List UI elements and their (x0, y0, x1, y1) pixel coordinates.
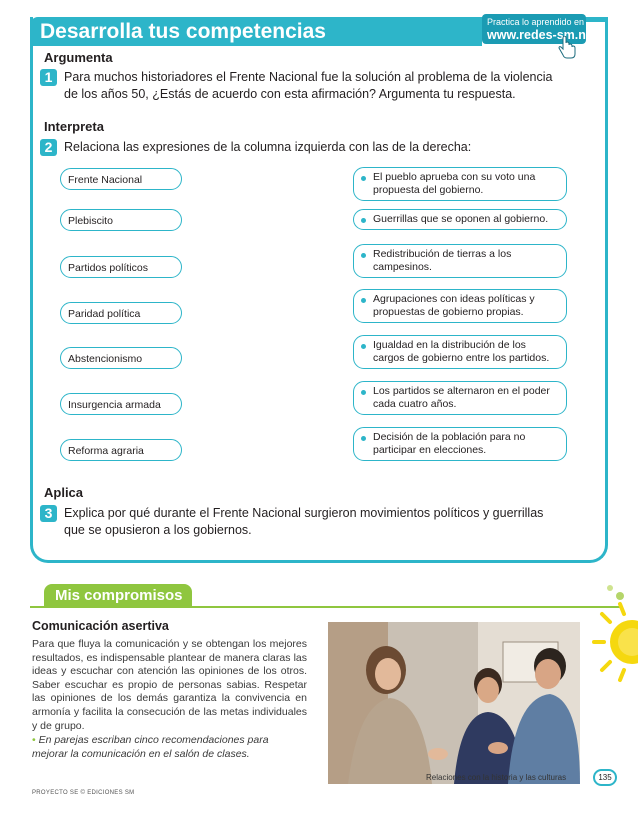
bullet-dot (361, 344, 366, 349)
page-number: 135 (593, 769, 617, 786)
left-term: Plebiscito (60, 209, 182, 231)
footer-publisher: PROYECTO SE © EDICIONES SM (32, 790, 135, 796)
footer-section-title: Relaciones con la historia y las culturas (426, 773, 567, 782)
definition-text: El pueblo aprueba con su voto una propuesta del gobierno. (373, 171, 536, 196)
compromisos-title: Mis compromisos (55, 587, 183, 604)
left-term: Insurgencia armada (60, 393, 182, 415)
right-definition (353, 427, 567, 461)
task-bullet-icon: • (32, 734, 39, 746)
task-text: En parejas escriban cinco recomendaciones para mejorar la comunicación en el salón de clases. (32, 734, 269, 760)
left-term: Partidos políticos (60, 256, 182, 278)
left-term: Frente Nacional (60, 168, 182, 190)
question-number-1: 1 (40, 69, 57, 86)
left-term: Paridad política (60, 302, 182, 324)
bullet-dot (361, 436, 366, 441)
question-number-2: 2 (40, 139, 57, 156)
right-definition (353, 289, 567, 323)
sun-decoration-icon (580, 582, 638, 692)
question-1-text: Para muchos historiadores el Frente Nacional fue la solución al problema de la violencia de los años 50, ¿Estás de acuerdo con esta afirmación? Argumenta tu respuesta. (64, 70, 553, 101)
page-title: Desarrolla tus competencias (40, 20, 326, 43)
right-definition (353, 209, 567, 230)
compromisos-subtitle: Comunicación asertiva (32, 619, 169, 633)
pointer-hand-icon (556, 36, 576, 60)
bullet-dot (361, 218, 366, 223)
section-interpreta-label: Interpreta (44, 119, 104, 134)
family-conversation-photo (328, 622, 580, 784)
practice-url[interactable]: www.redes-sm.net (487, 28, 597, 42)
question-3-text: Explica por qué durante el Frente Nacional surgieron movimientos políticos y guerrillas que se opusieron a los gobiernos. (64, 506, 544, 537)
bullet-dot (361, 176, 366, 181)
definition-text: Agrupaciones con ideas políticas y propuestas de gobierno propias. (373, 293, 535, 318)
bullet-dot (361, 298, 366, 303)
definition-text: Decisión de la población para no participar en elecciones. (373, 431, 526, 456)
definition-text: Los partidos se alternaron en el poder cada cuatro años. (373, 385, 550, 410)
right-definition (353, 244, 567, 278)
definition-text: Guerrillas que se oponen al gobierno. (373, 213, 549, 225)
compromisos-task (32, 734, 307, 761)
left-term: Reforma agraria (60, 439, 182, 461)
definition-text: Igualdad en la distribución de los cargos de gobierno entre los partidos. (373, 339, 550, 364)
right-definition (353, 167, 567, 201)
compromisos-paragraph: Para que fluya la comunicación y se obtengan los mejores resultados, es indispensable plantear de manera claras las ideas y escuchar con atención las opiniones de los otros. Saber escuchar es propio de personas sabias. Respetar las opiniones de los demás garantiza la convivencia en armonía y facilita la consecución de las metas individuales y de grupo. (32, 638, 307, 732)
practice-label: Practica lo aprendido en (487, 17, 585, 27)
left-term: Abstencionismo (60, 347, 182, 369)
bullet-dot (361, 390, 366, 395)
question-2-text: Relaciona las expresiones de la columna izquierda con las de la derecha: (64, 140, 472, 154)
section-aplica-label: Aplica (44, 485, 84, 500)
question-number-3: 3 (40, 505, 57, 522)
right-definition (353, 381, 567, 415)
right-definition (353, 335, 567, 369)
bullet-dot (361, 253, 366, 258)
definition-text: Redistribución de tierras a los campesinos. (373, 248, 512, 273)
section-argumenta-label: Argumenta (44, 50, 113, 65)
